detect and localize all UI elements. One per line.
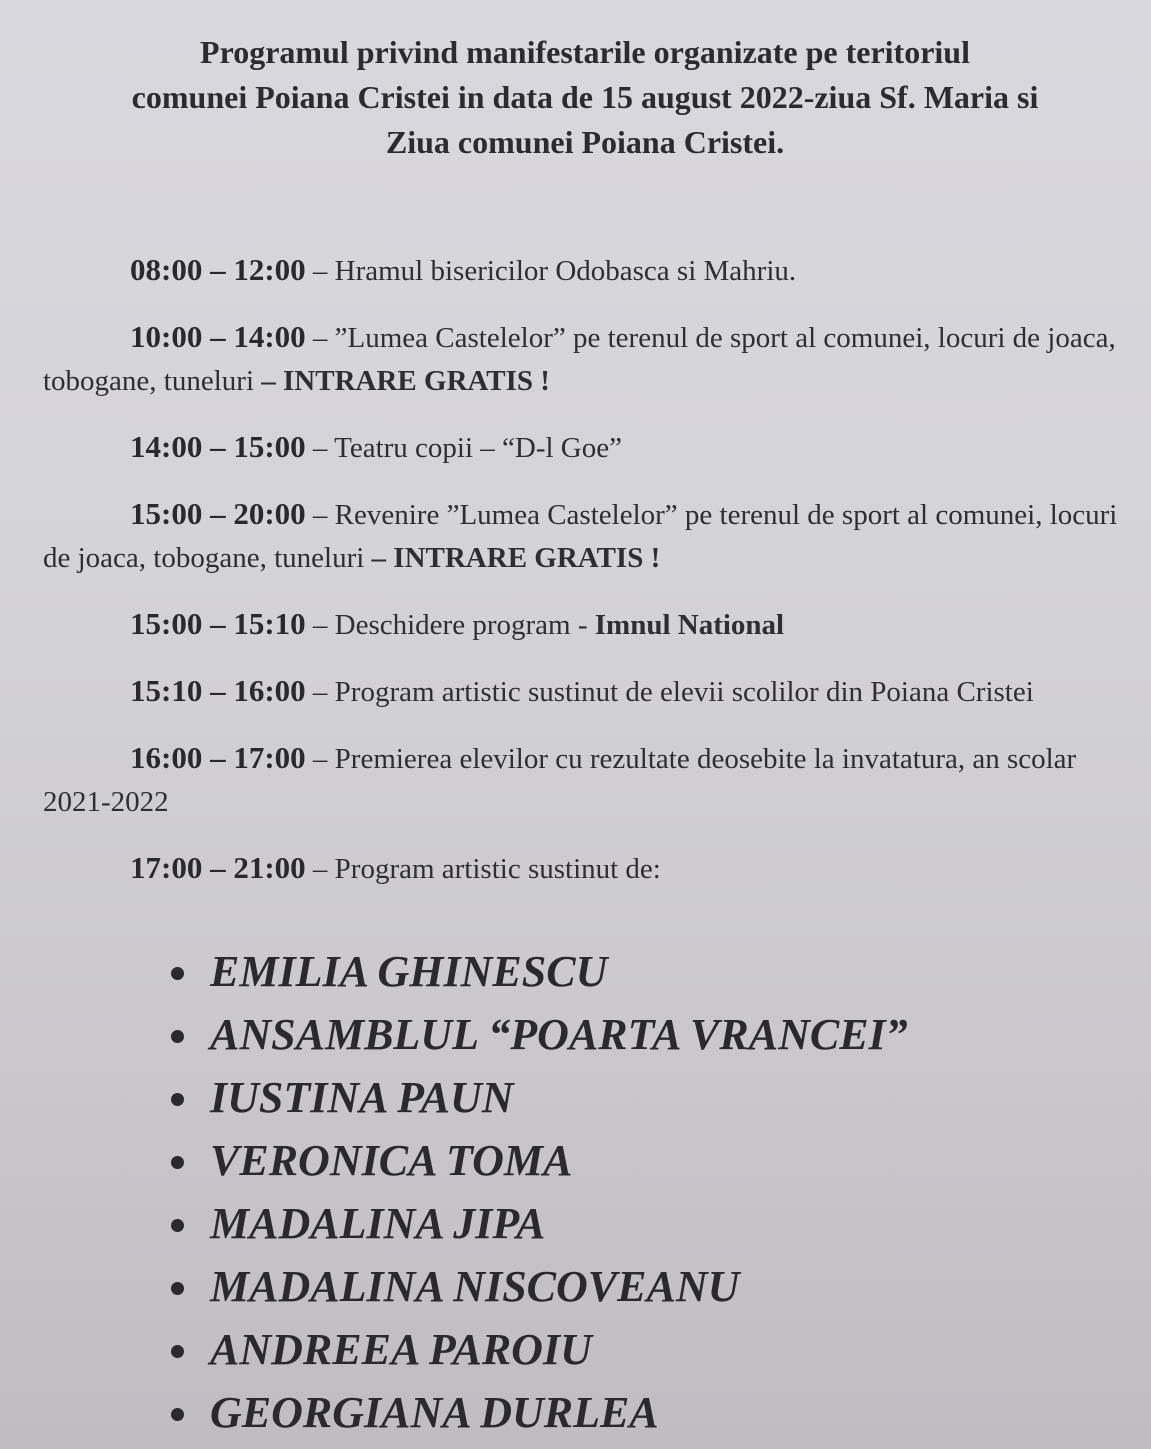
artist-item [165,940,908,1003]
artist-name: GEORGIANA DURLEA [210,1388,659,1437]
entry-separator: – [305,499,335,531]
artist-item [165,1192,908,1255]
schedule-entry [43,846,1123,891]
schedule-entry [43,602,1123,647]
bullet-icon [171,1282,184,1295]
artist-item [165,1003,908,1066]
artist-item [165,1066,908,1129]
entry-time: 15:00 – 20:00 [130,496,306,531]
artist-name: MADALINA JIPA [210,1199,546,1248]
bullet-icon [171,1408,184,1421]
entry-separator: – [305,432,335,464]
entry-time: 10:00 – 14:00 [130,319,306,354]
bullet-icon [171,1345,184,1358]
bullet-icon [171,1093,184,1106]
artist-name: VERONICA TOMA [210,1136,573,1185]
entry-text: Hramul bisericilor Odobasca si Mahriu. [334,255,797,287]
schedule-entry [43,315,1123,403]
entry-text: Premierea elevilor cu rezultate deosebite la invatatura, an scolar 2021-2022 [43,743,1077,818]
schedule-entry [43,248,1123,293]
title-line-1: Programul privind manifestarile organizate pe teritoriul [200,34,970,70]
artist-name: ANDREEA PAROIU [210,1325,592,1374]
artist-item [165,1381,908,1444]
entry-separator: – [305,255,335,287]
bullet-icon [171,1219,184,1232]
entry-time: 16:00 – 17:00 [130,740,306,775]
entry-text: Revenire ”Lumea Castelelor” pe terenul de sport al comunei, locuri de joaca, tobogane, tuneluri [43,499,1118,574]
entry-separator: – [305,676,335,708]
artist-item [165,1129,908,1192]
entry-text: Program artistic sustinut de elevii scolilor din Poiana Cristei [334,676,1034,708]
entry-text: Deschidere program - [334,609,595,641]
artist-name: ANSAMBLUL “POARTA VRANCEI” [210,1010,908,1059]
title-line-2: comunei Poiana Cristei in data de 15 august 2022-ziua Sf. Maria si [131,79,1039,115]
entry-separator: – [305,743,335,775]
bullet-icon [171,967,184,980]
entry-time: 17:00 – 21:00 [130,850,306,885]
entry-emphasis: Imnul National [594,609,785,641]
entry-text: Program artistic sustinut de: [334,853,661,885]
artist-item [165,1255,908,1318]
artist-list [165,940,908,1444]
entry-time: 14:00 – 15:00 [130,429,306,464]
bullet-icon [171,1156,184,1169]
artist-name: IUSTINA PAUN [210,1073,514,1122]
schedule-entry [43,669,1123,714]
artist-item [165,1318,908,1381]
entry-emphasis: – INTRARE GRATIS ! [371,542,661,574]
entry-separator: – [305,322,335,354]
document-title [40,30,1130,165]
artist-name: EMILIA GHINESCU [210,947,608,996]
title-line-3: Ziua comunei Poiana Cristei. [385,124,785,160]
entry-time: 08:00 – 12:00 [130,252,306,287]
entry-text: Teatru copii – “D-l Goe” [334,432,622,464]
entry-text: ”Lumea Castelelor” pe terenul de sport al comunei, locuri de joaca, tobogane, tuneluri [43,322,1116,397]
entry-time: 15:00 – 15:10 [130,606,306,641]
entry-separator: – [305,853,335,885]
schedule-entry [43,425,1123,470]
schedule-list [43,248,1123,913]
entry-separator: – [305,609,335,641]
schedule-entry [43,736,1123,824]
bullet-icon [171,1030,184,1043]
entry-time: 15:10 – 16:00 [130,673,306,708]
artist-name: MADALINA NISCOVEANU [210,1262,740,1311]
entry-emphasis: – INTRARE GRATIS ! [261,365,550,397]
schedule-entry [43,492,1123,580]
